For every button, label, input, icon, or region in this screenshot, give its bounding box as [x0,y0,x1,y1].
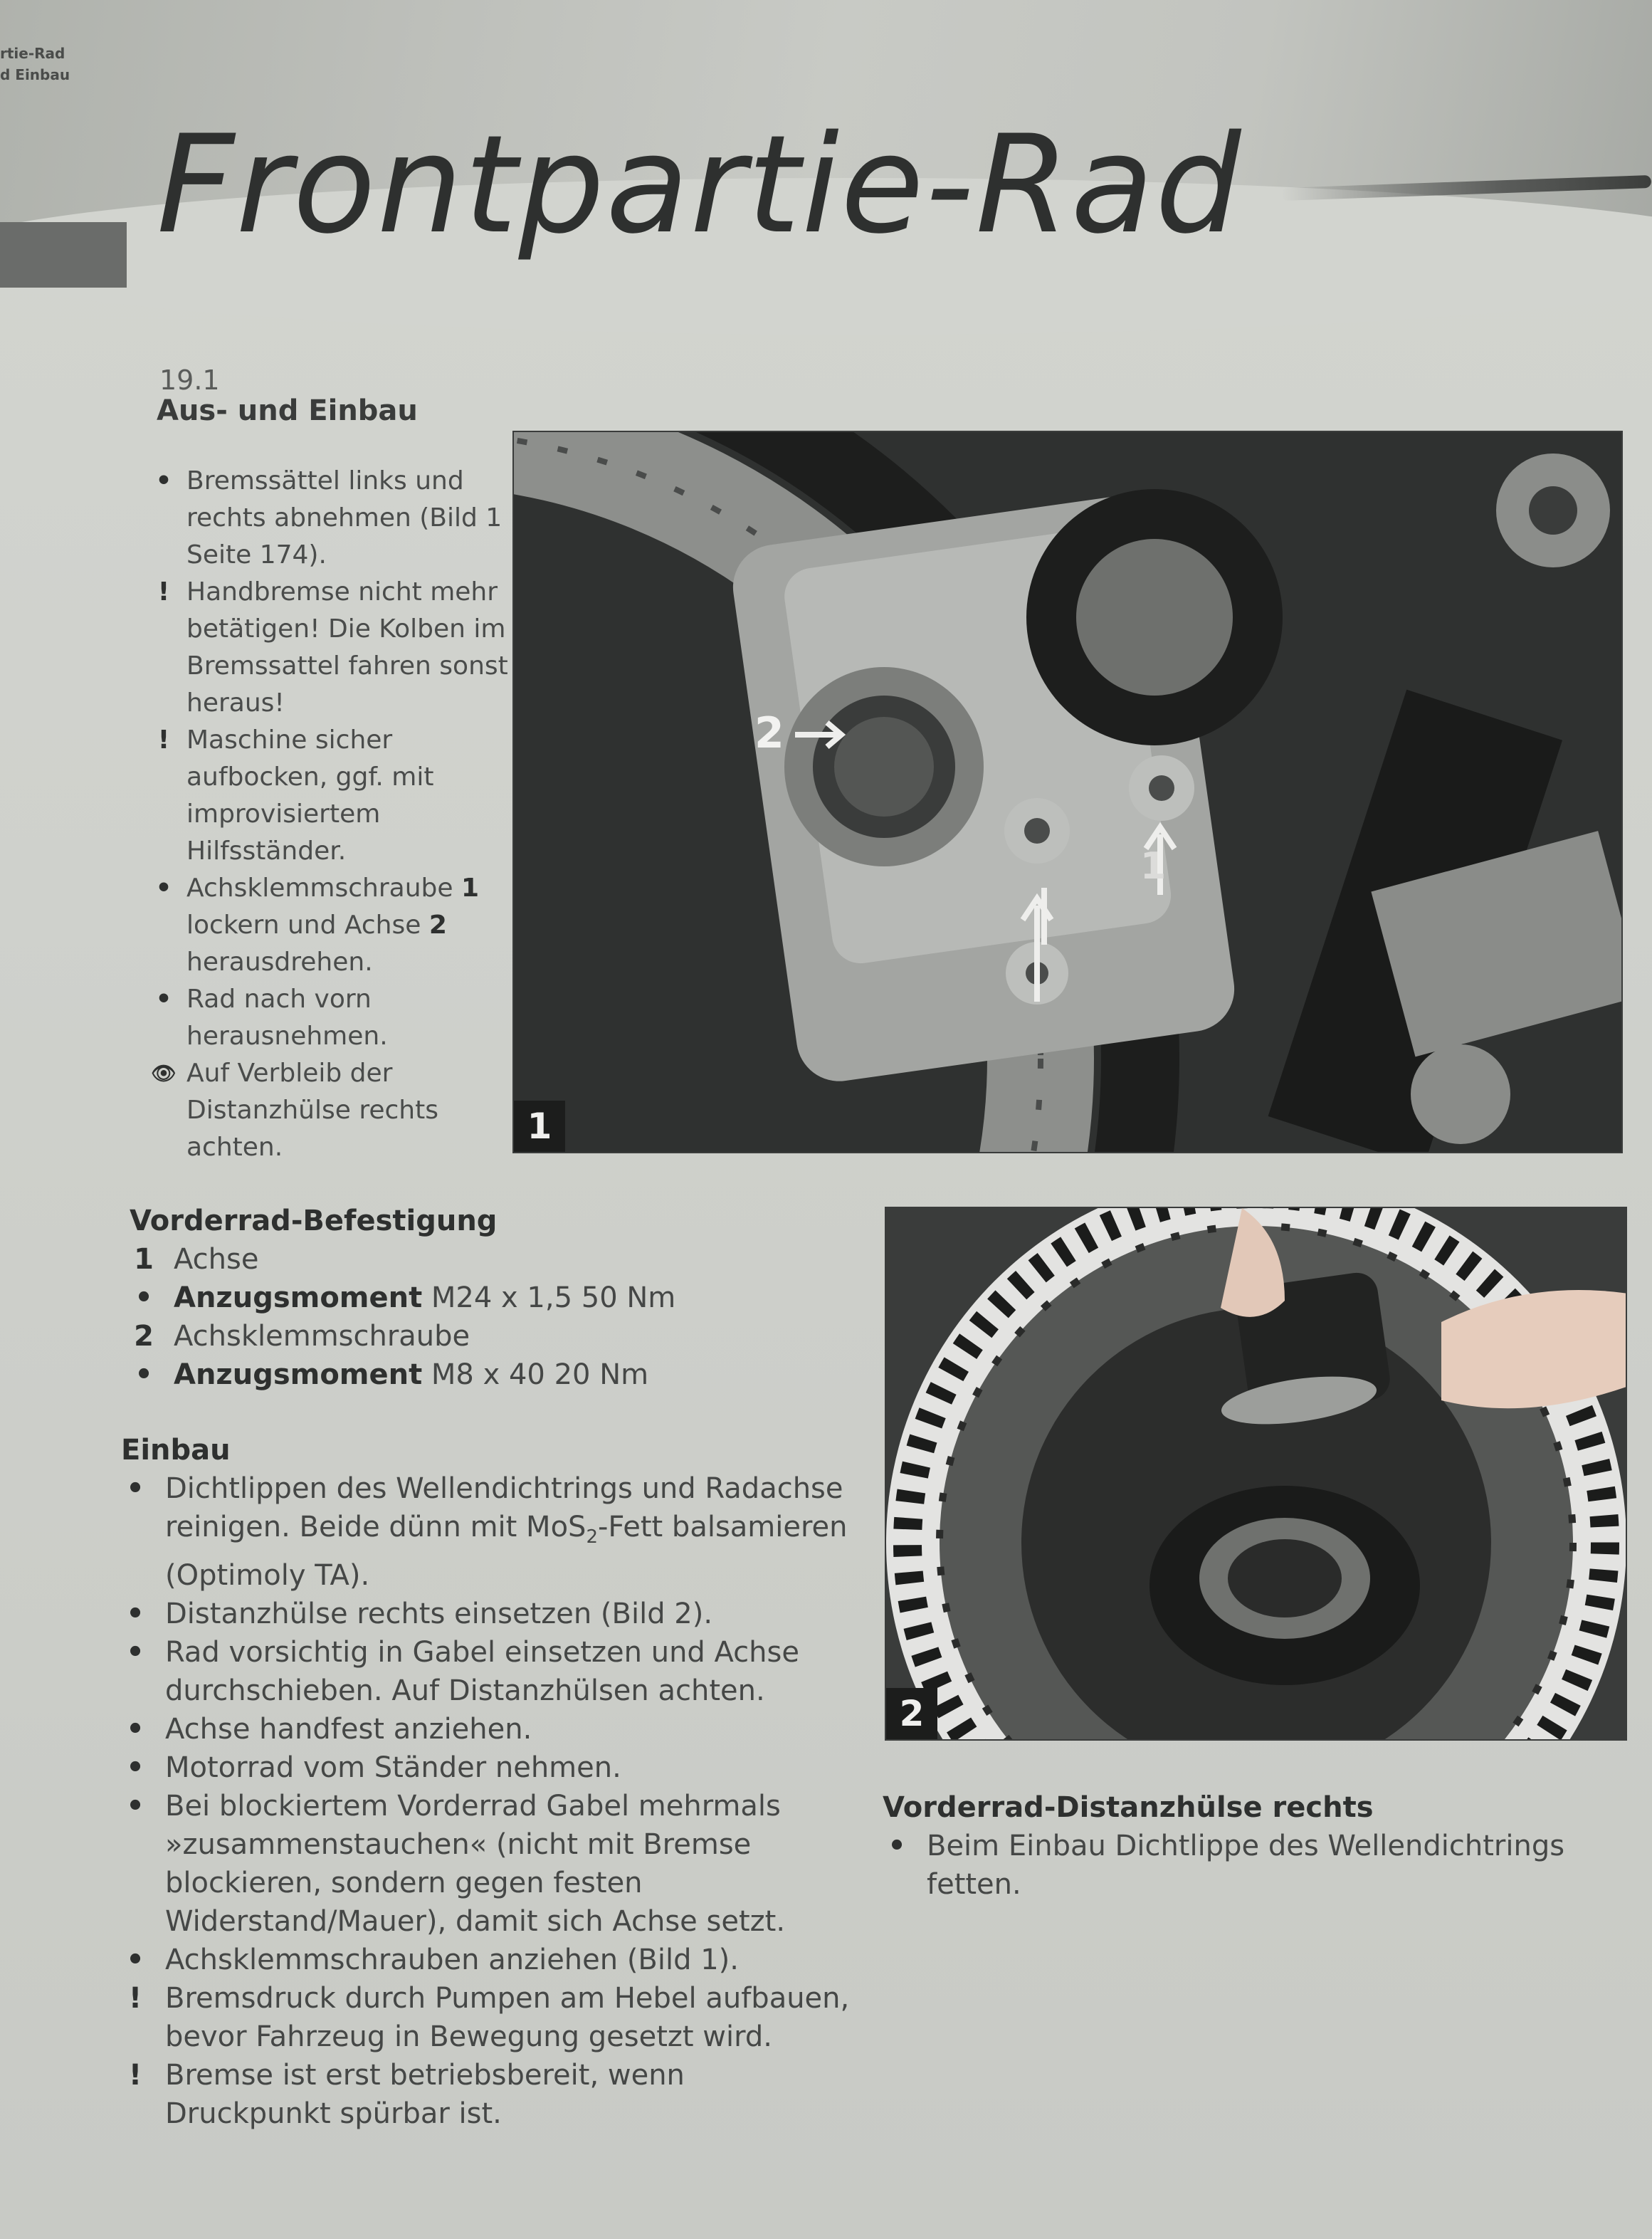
item-text: Bremsdruck durch Pumpen am Hebel aufbauen, bevor Fahrzeug in Bewegung gesetzt wird. [165,1982,850,2053]
ref-number: 1 [461,874,480,903]
step-text: Handbremse nicht mehr betätigen! Die Kolben im Bremssattel fahren sonst heraus! [186,577,508,718]
item-text: Bremse ist erst betriebsbereit, wenn Druckpunkt spürbar ist. [165,2059,685,2130]
item-text: Beim Einbau Dichtlippe des Wellendichtrings fetten. [927,1830,1565,1901]
figure-1-wheel-axle [512,431,1623,1153]
bullet: • [126,1944,144,1976]
item-text: Achse [174,1243,259,1276]
step-text: Bremssättel links und rechts abnehmen (Bild 1 Seite 174). [186,466,503,570]
mounting-item [130,1279,827,1317]
step-item [142,870,512,981]
install-item [121,1979,854,2056]
spacer-note-item [883,1827,1637,1904]
install-title: Einbau [121,1434,231,1467]
bullet: • [126,1751,144,1784]
figure-number: 1 [514,1101,565,1152]
figure-2-photo [886,1208,1627,1741]
mounting-title: Vorderrad-Befestigung [130,1205,498,1237]
install-item [121,1633,854,1710]
section-number: 19.1 [159,365,220,396]
removal-steps [142,463,512,1166]
step-item [142,722,512,870]
torque-value: M8 x 40 20 Nm [422,1358,649,1391]
item-text: Distanzhülse rechts einsetzen (Bild 2). [165,1598,713,1630]
step-text: Achsklemmschraube [186,874,461,903]
running-head [0,43,70,85]
install-list [121,1469,854,2133]
running-head-line2: d Einbau [0,66,70,83]
spacer-note-block [883,1788,1637,1904]
figure-2-spacer-sleeve [885,1207,1627,1741]
install-item [121,1941,854,1979]
section-title: Aus- und Einbau [157,394,418,427]
step-text: Maschine sicher aufbocken, ggf. mit improvisiertem Hilfsständer. [186,725,434,866]
warning-marker: ! [128,1982,142,2015]
warning-marker: ! [157,577,170,607]
item-text: Bei blockiertem Vorderrad Gabel mehrmals »zusammenstauchen« (nicht mit Bremse blockieren, sondern gegen festen Widerstand/Mauer), damit sich Achse setzt. [165,1790,786,1938]
torque-label: Anzugsmoment [174,1281,423,1314]
step-item [142,574,512,722]
mounting-block [130,1202,827,1394]
step-text: herausdrehen. [186,948,373,977]
item-text: Rad vorsichtig in Gabel einsetzen und Achse durchschieben. Auf Distanzhülsen achten. [165,1636,799,1707]
warning-marker: ! [128,2059,142,2092]
bullet: • [126,1790,144,1823]
install-item [121,1710,854,1748]
step-item [142,463,512,574]
bullet: • [126,1598,144,1630]
item-text: Achse handfest anziehen. [165,1713,532,1746]
running-head-line1: rtie-Rad [0,45,65,62]
item-text: Achsklemmschrauben anziehen (Bild 1). [165,1944,739,1976]
eye-icon: 👁 [151,1061,177,1085]
mounting-item [130,1240,827,1279]
figure-1-photo [514,432,1623,1153]
bullet: • [126,1636,144,1669]
item-text: -Fett balsamieren (Optimoly TA). [165,1511,848,1592]
install-item [121,1469,854,1595]
bullet: • [888,1830,906,1862]
item-number: 2 [134,1320,154,1353]
item-text: Motorrad vom Ständer nehmen. [165,1751,621,1784]
step-item [142,1055,512,1166]
step-marker: • [155,874,172,903]
spacer-note-list [883,1827,1637,1904]
step-item [142,981,512,1055]
page-title: Frontpartie-Rad [157,106,1243,263]
mounting-item [130,1356,827,1394]
figure-number: 2 [886,1688,937,1739]
step-text: lockern und Achse [186,911,429,940]
ref-number: 2 [428,911,447,940]
install-item [121,2056,854,2133]
step-text: Auf Verbleib der Distanzhülse rechts achten. [186,1059,438,1162]
section-tab [0,222,127,288]
step-marker: • [155,985,172,1014]
item-number: 1 [134,1243,154,1276]
install-item [121,1787,854,1941]
item-text: Dichtlippen des Wellendichtrings und Radachse reinigen. Beide dünn mit MoS [165,1472,843,1543]
torque-label: Anzugsmoment [174,1358,423,1391]
install-item [121,1748,854,1787]
subscript: 2 [586,1526,598,1548]
callout-axle: 2 [754,708,784,758]
install-item [121,1595,854,1633]
bullet: • [135,1281,153,1314]
bullet: • [126,1472,144,1505]
mounting-item [130,1317,827,1356]
warning-marker: ! [157,725,170,755]
bullet: • [135,1358,153,1391]
install-block [121,1431,854,2133]
bullet: • [126,1713,144,1746]
step-marker: • [155,466,172,495]
callout-clamp-bolt: 1 [1140,845,1167,888]
mounting-list [130,1240,827,1394]
step-text: Rad nach vorn herausnehmen. [186,985,388,1051]
spacer-note-title: Vorderrad-Distanzhülse rechts [883,1791,1374,1824]
torque-value: M24 x 1,5 50 Nm [422,1281,676,1314]
item-text: Achsklemmschraube [174,1320,470,1353]
